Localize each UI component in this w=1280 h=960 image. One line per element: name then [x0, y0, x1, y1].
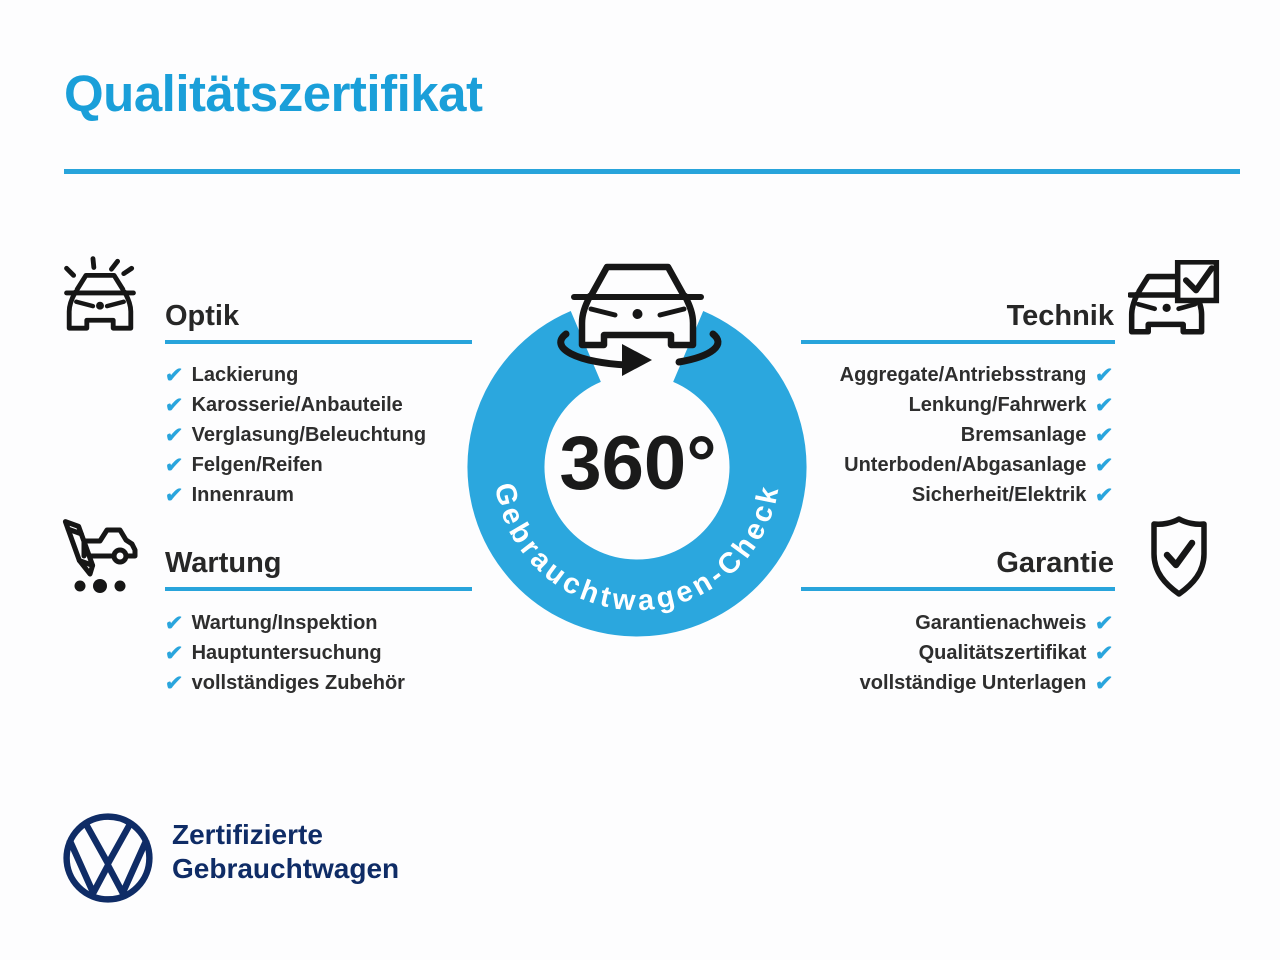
section-line-technik — [801, 340, 1115, 344]
checklist-item — [840, 450, 1113, 480]
checklist-item — [840, 360, 1113, 390]
checklist-item — [165, 360, 426, 390]
checklist-item — [165, 390, 426, 420]
section-title-garantie: Garantie — [996, 547, 1114, 579]
checklist-item-label: Sicherheit/Elektrik — [911, 483, 1087, 506]
page-title: Qualitätszertifikat — [64, 65, 483, 122]
checklist-item — [860, 668, 1113, 698]
checklist-item-label: Garantienachweis — [915, 611, 1087, 634]
checklist-item — [840, 480, 1113, 510]
checklist-wartung — [165, 608, 405, 698]
section-title-optik: Optik — [165, 300, 240, 332]
checklist-item-label: Bremsanlage — [960, 423, 1087, 446]
check-icon: ✔ — [163, 641, 184, 665]
checklist-item-label: vollständiges Zubehör — [191, 671, 405, 694]
check-icon: ✔ — [163, 363, 184, 387]
shield-check-icon — [1150, 516, 1208, 598]
section-title-wartung: Wartung — [165, 547, 282, 579]
car-front-icon — [574, 267, 701, 345]
checklist-item — [165, 420, 426, 450]
badge-degrees-text: 360° — [559, 421, 717, 506]
checklist-item — [860, 608, 1113, 638]
badge-360-check — [450, 238, 830, 638]
check-icon: ✔ — [163, 423, 184, 447]
checklist-item-label: Unterboden/Abgasanlage — [844, 453, 1087, 476]
check-icon: ✔ — [1094, 453, 1115, 477]
section-title-technik: Technik — [1006, 300, 1114, 332]
title-divider — [64, 169, 1240, 174]
checklist-item — [165, 668, 405, 698]
checklist-item — [165, 450, 426, 480]
section-line-wartung — [165, 587, 472, 591]
checklist-optik — [165, 360, 426, 510]
check-icon: ✔ — [1094, 363, 1115, 387]
section-line-optik — [165, 340, 472, 344]
car-checkbox-icon — [1128, 260, 1220, 352]
checklist-item-label: Innenraum — [191, 483, 294, 506]
vw-logo — [62, 812, 154, 904]
checklist-item — [840, 420, 1113, 450]
checklist-item-label: Wartung/Inspektion — [191, 611, 378, 634]
checklist-item-label: Karosserie/Anbauteile — [191, 393, 403, 416]
check-icon: ✔ — [1094, 641, 1115, 665]
checklist-item — [165, 608, 405, 638]
checklist-item-label: Qualitätszertifikat — [918, 641, 1087, 664]
checklist-item-label: Hauptuntersuchung — [191, 641, 382, 664]
check-icon: ✔ — [163, 483, 184, 507]
checklist-item-label: Lackierung — [191, 363, 299, 386]
checklist-item-label: Felgen/Reifen — [191, 453, 323, 476]
checklist-item-label: Verglasung/Beleuchtung — [191, 423, 427, 446]
check-icon: ✔ — [163, 611, 184, 635]
check-icon: ✔ — [1094, 611, 1115, 635]
checklist-item — [165, 480, 426, 510]
check-icon: ✔ — [1094, 483, 1115, 507]
brand-text — [172, 818, 399, 886]
checklist-item — [165, 638, 405, 668]
check-icon: ✔ — [163, 453, 184, 477]
badge-ring-label: Gebrauchtwagen-Check — [487, 480, 787, 618]
car-shine-icon — [56, 256, 144, 344]
check-icon: ✔ — [1094, 393, 1115, 417]
checklist-item — [840, 390, 1113, 420]
checklist-garantie — [860, 608, 1113, 698]
check-icon: ✔ — [163, 393, 184, 417]
checklist-item-label: Lenkung/Fahrwerk — [908, 393, 1087, 416]
checklist-item-label: vollständige Unterlagen — [859, 671, 1087, 694]
check-icon: ✔ — [1094, 423, 1115, 447]
brand-line-1: Zertifizierte — [172, 819, 323, 850]
checklist-item — [860, 638, 1113, 668]
checklist-item-label: Aggregate/Antriebsstrang — [839, 363, 1087, 386]
check-icon: ✔ — [163, 671, 184, 695]
section-line-garantie — [801, 587, 1115, 591]
check-icon: ✔ — [1094, 671, 1115, 695]
brand-line-2: Gebrauchtwagen — [172, 853, 400, 884]
checklist-technik — [840, 360, 1113, 510]
service-record-icon — [56, 514, 140, 598]
